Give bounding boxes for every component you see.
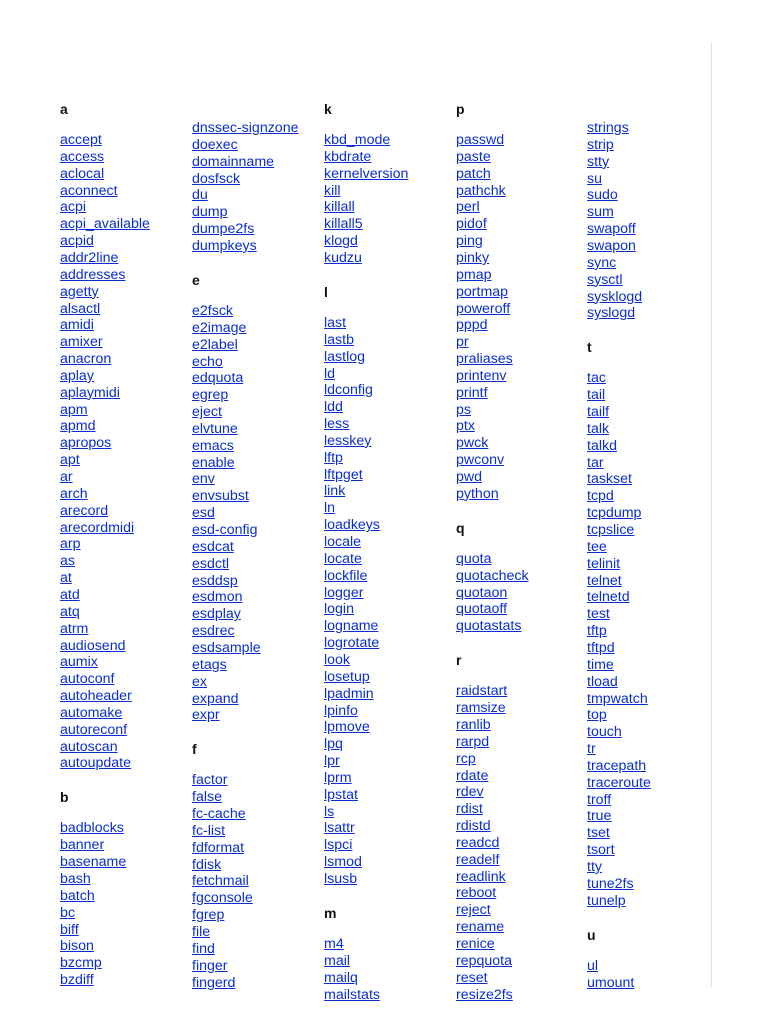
- command-link-finger[interactable]: finger: [192, 957, 228, 974]
- command-link-patch[interactable]: patch: [456, 165, 491, 182]
- section-heading-f: f: [192, 741, 197, 758]
- command-link-esdsample[interactable]: esdsample: [192, 639, 261, 656]
- command-link-telinit[interactable]: telinit: [587, 555, 621, 572]
- command-link-top[interactable]: top: [587, 707, 607, 724]
- command-link-tunelp[interactable]: tunelp: [587, 892, 626, 909]
- command-link-tail[interactable]: tail: [587, 387, 606, 404]
- command-link-e2label[interactable]: e2label: [192, 336, 238, 353]
- command-link-ranlib[interactable]: ranlib: [456, 716, 491, 733]
- command-link-aumix[interactable]: aumix: [60, 654, 98, 671]
- command-link-lesskey[interactable]: lesskey: [324, 432, 372, 449]
- command-link-quotaoff[interactable]: quotaoff: [456, 601, 508, 618]
- command-link-readcd[interactable]: readcd: [456, 834, 500, 851]
- command-link-dosfsck[interactable]: dosfsck: [192, 170, 241, 187]
- command-link-tcpd[interactable]: tcpd: [587, 488, 614, 505]
- command-link-ln[interactable]: ln: [324, 500, 336, 517]
- command-link-as[interactable]: as: [60, 553, 75, 570]
- command-link-dnssec-signzone[interactable]: dnssec-signzone: [192, 120, 299, 136]
- command-link-link[interactable]: link: [324, 483, 346, 500]
- command-link-tftp[interactable]: tftp: [587, 623, 607, 640]
- command-link-esd-config[interactable]: esd-config: [192, 522, 258, 538]
- command-link-lpstat[interactable]: lpstat: [324, 786, 358, 803]
- command-link-mail[interactable]: mail: [324, 952, 351, 969]
- command-link-sysklogd[interactable]: sysklogd: [587, 288, 643, 305]
- command-link-acpi[interactable]: acpi: [60, 199, 87, 216]
- command-link-ramsize[interactable]: ramsize: [456, 700, 506, 717]
- command-link-autoreconf[interactable]: autoreconf: [60, 721, 128, 738]
- command-link-rcp[interactable]: rcp: [456, 750, 476, 767]
- command-link-alsactl[interactable]: alsactl: [60, 300, 101, 317]
- command-link-banner[interactable]: banner: [60, 837, 105, 854]
- command-link-pinky[interactable]: pinky: [456, 249, 490, 266]
- command-link-dumpkeys[interactable]: dumpkeys: [192, 237, 257, 254]
- command-link-logname[interactable]: logname: [324, 618, 379, 635]
- command-link-batch[interactable]: batch: [60, 887, 95, 904]
- command-link-esdcat[interactable]: esdcat: [192, 538, 234, 555]
- command-link-ar[interactable]: ar: [60, 469, 73, 485]
- command-link-lspci[interactable]: lspci: [324, 837, 353, 854]
- command-link-pr[interactable]: pr: [456, 334, 469, 351]
- command-link-e2image[interactable]: e2image: [192, 319, 247, 336]
- command-link-ping[interactable]: ping: [456, 233, 483, 250]
- command-link-biff[interactable]: biff: [60, 921, 79, 938]
- command-link-lpr[interactable]: lpr: [324, 753, 340, 770]
- command-link-kbdrate[interactable]: kbdrate: [324, 148, 372, 165]
- command-link-autoscan[interactable]: autoscan: [60, 738, 118, 755]
- command-link-swapoff[interactable]: swapoff: [587, 221, 636, 238]
- command-link-sync[interactable]: sync: [587, 254, 617, 271]
- command-link-aplay[interactable]: aplay: [60, 367, 94, 384]
- command-link-pwd[interactable]: pwd: [456, 469, 483, 485]
- section-heading-r: r: [456, 652, 462, 669]
- command-link-logger[interactable]: logger: [324, 584, 364, 601]
- command-link-ls[interactable]: ls: [324, 803, 335, 820]
- command-link-expr[interactable]: expr: [192, 707, 220, 724]
- command-link-reboot[interactable]: reboot: [456, 885, 497, 902]
- command-link-factor[interactable]: factor: [192, 772, 228, 789]
- command-link-aclocal[interactable]: aclocal: [60, 165, 105, 182]
- command-link-passwd[interactable]: passwd: [456, 132, 505, 148]
- command-link-lsusb[interactable]: lsusb: [324, 871, 358, 887]
- command-link-access[interactable]: access: [60, 148, 105, 165]
- command-link-kbd_mode[interactable]: kbd_mode: [324, 132, 391, 148]
- command-link-emacs[interactable]: emacs: [192, 437, 234, 454]
- command-link-true[interactable]: true: [587, 808, 612, 825]
- command-link-pidof[interactable]: pidof: [456, 216, 487, 233]
- command-link-lpinfo[interactable]: lpinfo: [324, 702, 358, 719]
- command-link-pwck[interactable]: pwck: [456, 435, 489, 452]
- command-link-audiosend[interactable]: audiosend: [60, 637, 126, 654]
- command-link-false[interactable]: false: [192, 789, 222, 806]
- command-link-accept[interactable]: accept: [60, 132, 102, 148]
- command-link-lprm[interactable]: lprm: [324, 769, 352, 786]
- command-link-esdrec[interactable]: esdrec: [192, 623, 235, 640]
- command-link-badblocks[interactable]: badblocks: [60, 820, 124, 837]
- command-link-printenv[interactable]: printenv: [456, 367, 507, 384]
- section-heading-p: p: [456, 101, 465, 117]
- command-link-sysctl[interactable]: sysctl: [587, 271, 623, 288]
- command-link-tar[interactable]: tar: [587, 454, 604, 471]
- command-link-klogd[interactable]: klogd: [324, 233, 358, 250]
- command-link-arecordmidi[interactable]: arecordmidi: [60, 519, 135, 536]
- command-link-talkd[interactable]: talkd: [587, 437, 617, 454]
- command-link-tftpd[interactable]: tftpd: [587, 639, 615, 656]
- section-heading-e: e: [192, 271, 200, 288]
- section-heading-t: t: [587, 339, 592, 356]
- command-link-pathchk[interactable]: pathchk: [456, 182, 506, 199]
- section-heading-m: m: [324, 905, 337, 921]
- command-link-bzdiff[interactable]: bzdiff: [60, 972, 94, 989]
- command-link-tailf[interactable]: tailf: [587, 404, 610, 421]
- command-link-dumpe2fs[interactable]: dumpe2fs: [192, 221, 255, 238]
- command-link-etags[interactable]: etags: [192, 656, 227, 673]
- command-link-atd[interactable]: atd: [60, 586, 80, 603]
- command-link-talk[interactable]: talk: [587, 420, 610, 437]
- command-link-readlink[interactable]: readlink: [456, 868, 506, 885]
- command-link-lftp[interactable]: lftp: [324, 449, 343, 466]
- command-link-readelf[interactable]: readelf: [456, 851, 500, 868]
- command-link-domainname[interactable]: domainname: [192, 153, 275, 170]
- command-link-mailstats[interactable]: mailstats: [324, 986, 380, 1003]
- command-link-pppd[interactable]: pppd: [456, 317, 488, 334]
- command-link-lsattr[interactable]: lsattr: [324, 820, 355, 837]
- command-link-killall[interactable]: killall: [324, 199, 355, 216]
- command-link-rdev[interactable]: rdev: [456, 784, 484, 801]
- command-link-at[interactable]: at: [60, 570, 72, 587]
- page-edge-divider: [711, 42, 712, 988]
- command-link-addresses[interactable]: addresses: [60, 266, 126, 283]
- command-link-reject[interactable]: reject: [456, 902, 491, 919]
- command-link-tset[interactable]: tset: [587, 825, 610, 842]
- command-link-ld[interactable]: ld: [324, 365, 336, 382]
- command-link-umount[interactable]: umount: [587, 974, 635, 991]
- command-link-time[interactable]: time: [587, 656, 614, 673]
- command-link-traceroute[interactable]: traceroute: [587, 774, 651, 791]
- command-link-rarpd[interactable]: rarpd: [456, 733, 490, 750]
- command-link-strip[interactable]: strip: [587, 136, 614, 153]
- section-heading-a: a: [60, 101, 68, 117]
- command-link-fingerd[interactable]: fingerd: [192, 974, 236, 991]
- command-link-quotastats[interactable]: quotastats: [456, 618, 522, 635]
- command-link-locate[interactable]: locate: [324, 550, 362, 567]
- section-heading-k: k: [324, 101, 332, 117]
- command-link-swapon[interactable]: swapon: [587, 237, 636, 254]
- command-link-sudo[interactable]: sudo: [587, 187, 618, 204]
- command-link-tty[interactable]: tty: [587, 859, 602, 875]
- command-link-autoheader[interactable]: autoheader: [60, 688, 132, 705]
- command-link-basename[interactable]: basename: [60, 854, 127, 871]
- command-link-amixer[interactable]: amixer: [60, 334, 103, 351]
- command-link-python[interactable]: python: [456, 485, 499, 502]
- command-link-ldd[interactable]: ldd: [324, 399, 343, 416]
- command-link-fc-list[interactable]: fc-list: [192, 822, 226, 839]
- command-link-rdate[interactable]: rdate: [456, 767, 489, 784]
- command-link-du[interactable]: du: [192, 187, 208, 204]
- command-link-fetchmail[interactable]: fetchmail: [192, 873, 249, 890]
- command-link-quota[interactable]: quota: [456, 550, 492, 567]
- command-link-autoupdate[interactable]: autoupdate: [60, 755, 132, 772]
- command-link-tsort[interactable]: tsort: [587, 842, 615, 859]
- command-link-repquota[interactable]: repquota: [456, 952, 513, 969]
- command-link-ldconfig[interactable]: ldconfig: [324, 382, 373, 399]
- command-link-tmpwatch[interactable]: tmpwatch: [587, 690, 648, 707]
- command-link-tcpdump[interactable]: tcpdump: [587, 505, 642, 522]
- command-link-paste[interactable]: paste: [456, 148, 491, 165]
- command-link-acpid[interactable]: acpid: [60, 233, 94, 250]
- command-link-less[interactable]: less: [324, 416, 350, 433]
- command-link-apropos[interactable]: apropos: [60, 435, 112, 452]
- command-link-automake[interactable]: automake: [60, 704, 123, 721]
- command-link-bzcmp[interactable]: bzcmp: [60, 955, 102, 972]
- command-link-losetup[interactable]: losetup: [324, 668, 370, 685]
- command-link-taskset[interactable]: taskset: [587, 471, 632, 488]
- command-link-ex[interactable]: ex: [192, 673, 207, 690]
- command-link-pwconv[interactable]: pwconv: [456, 452, 505, 469]
- command-link-touch[interactable]: touch: [587, 724, 622, 741]
- command-link-amidi[interactable]: amidi: [60, 317, 94, 334]
- command-link-edquota[interactable]: edquota: [192, 370, 244, 387]
- command-link-bison[interactable]: bison: [60, 938, 94, 955]
- command-link-tac[interactable]: tac: [587, 370, 606, 387]
- command-link-mailq[interactable]: mailq: [324, 969, 358, 986]
- command-link-pmap[interactable]: pmap: [456, 266, 492, 283]
- command-link-sum[interactable]: sum: [587, 204, 614, 221]
- command-link-doexec[interactable]: doexec: [192, 136, 238, 153]
- command-link-aplaymidi[interactable]: aplaymidi: [60, 384, 120, 401]
- command-link-praliases[interactable]: praliases: [456, 351, 513, 368]
- command-link-printf[interactable]: printf: [456, 384, 488, 401]
- command-link-esddsp[interactable]: esddsp: [192, 572, 238, 589]
- command-link-atrm[interactable]: atrm: [60, 620, 89, 637]
- command-link-telnet[interactable]: telnet: [587, 572, 622, 589]
- command-link-tune2fs[interactable]: tune2fs: [587, 875, 634, 892]
- command-link-strings[interactable]: strings: [587, 120, 629, 136]
- command-link-lockfile[interactable]: lockfile: [324, 567, 368, 584]
- command-link-file[interactable]: file: [192, 924, 211, 940]
- section-heading-q: q: [456, 519, 465, 536]
- command-link-arp[interactable]: arp: [60, 536, 81, 553]
- command-link-logrotate[interactable]: logrotate: [324, 635, 380, 652]
- command-link-login[interactable]: login: [324, 601, 354, 618]
- command-link-fdisk[interactable]: fdisk: [192, 856, 222, 873]
- command-link-tee[interactable]: tee: [587, 538, 607, 555]
- command-link-stty[interactable]: stty: [587, 153, 610, 170]
- command-link-ul[interactable]: ul: [587, 957, 599, 974]
- command-link-look[interactable]: look: [324, 651, 351, 668]
- command-link-kernelversion[interactable]: kernelversion: [324, 165, 409, 182]
- command-link-poweroff[interactable]: poweroff: [456, 300, 511, 317]
- command-link-arecord[interactable]: arecord: [60, 502, 109, 519]
- command-link-fgconsole[interactable]: fgconsole: [192, 890, 253, 907]
- command-link-esdmon[interactable]: esdmon: [192, 589, 243, 606]
- command-link-apm[interactable]: apm: [60, 401, 88, 418]
- command-link-echo[interactable]: echo: [192, 353, 223, 370]
- command-link-anacron[interactable]: anacron: [60, 351, 112, 368]
- command-link-tload[interactable]: tload: [587, 673, 618, 690]
- command-link-tracepath[interactable]: tracepath: [587, 757, 647, 774]
- command-link-dump[interactable]: dump: [192, 204, 228, 221]
- command-link-addr2line[interactable]: addr2line: [60, 249, 119, 266]
- command-link-apmd[interactable]: apmd: [60, 418, 96, 435]
- command-link-troff[interactable]: troff: [587, 791, 612, 808]
- section-heading-b: b: [60, 789, 69, 806]
- command-link-egrep[interactable]: egrep: [192, 387, 229, 404]
- command-link-expand[interactable]: expand: [192, 690, 239, 707]
- command-link-esd[interactable]: esd: [192, 505, 215, 522]
- command-link-rdistd[interactable]: rdistd: [456, 818, 491, 835]
- command-link-find[interactable]: find: [192, 940, 215, 957]
- command-link-lpq[interactable]: lpq: [324, 736, 343, 753]
- command-link-esdctl[interactable]: esdctl: [192, 555, 230, 572]
- command-link-ptx[interactable]: ptx: [456, 418, 475, 435]
- command-link-env[interactable]: env: [192, 471, 215, 488]
- command-link-lsmod[interactable]: lsmod: [324, 854, 362, 871]
- command-link-fc-cache[interactable]: fc-cache: [192, 806, 246, 823]
- command-link-envsubst[interactable]: envsubst: [192, 488, 249, 505]
- command-link-elvtune[interactable]: elvtune: [192, 420, 238, 437]
- command-link-lpadmin[interactable]: lpadmin: [324, 685, 374, 702]
- command-link-ps[interactable]: ps: [456, 401, 471, 418]
- command-link-eject[interactable]: eject: [192, 404, 222, 421]
- command-link-enable[interactable]: enable: [192, 454, 235, 471]
- command-link-atq[interactable]: atq: [60, 603, 80, 620]
- command-link-quotaon[interactable]: quotaon: [456, 584, 508, 601]
- command-link-resize2fs[interactable]: resize2fs: [456, 986, 513, 1003]
- command-link-lpmove[interactable]: lpmove: [324, 719, 370, 736]
- command-link-e2fsck[interactable]: e2fsck: [192, 302, 234, 319]
- command-link-autoconf[interactable]: autoconf: [60, 671, 115, 688]
- command-link-bash[interactable]: bash: [60, 871, 91, 887]
- command-link-fdformat[interactable]: fdformat: [192, 839, 245, 856]
- command-link-reset[interactable]: reset: [456, 969, 488, 986]
- command-link-lastb[interactable]: lastb: [324, 331, 354, 348]
- command-link-esdplay[interactable]: esdplay: [192, 606, 241, 623]
- command-link-killall5[interactable]: killall5: [324, 216, 363, 233]
- command-link-kudzu[interactable]: kudzu: [324, 249, 362, 266]
- section-heading-l: l: [324, 283, 328, 300]
- command-link-fgrep[interactable]: fgrep: [192, 907, 225, 924]
- command-link-apt[interactable]: apt: [60, 452, 80, 469]
- command-link-acpi_available[interactable]: acpi_available: [60, 216, 150, 233]
- command-link-lftpget[interactable]: lftpget: [324, 466, 363, 483]
- command-link-test[interactable]: test: [587, 606, 610, 623]
- command-link-su[interactable]: su: [587, 170, 602, 187]
- command-link-rdist[interactable]: rdist: [456, 801, 483, 818]
- command-link-bc[interactable]: bc: [60, 904, 75, 921]
- command-link-portmap[interactable]: portmap: [456, 283, 509, 300]
- command-link-syslogd[interactable]: syslogd: [587, 305, 636, 322]
- command-link-last[interactable]: last: [324, 314, 347, 331]
- command-link-m4[interactable]: m4: [324, 936, 344, 952]
- command-link-aconnect[interactable]: aconnect: [60, 182, 118, 199]
- command-link-perl[interactable]: perl: [456, 199, 480, 216]
- command-link-quotacheck[interactable]: quotacheck: [456, 567, 529, 584]
- command-link-kill[interactable]: kill: [324, 182, 341, 199]
- command-link-lastlog[interactable]: lastlog: [324, 348, 366, 365]
- command-link-tr[interactable]: tr: [587, 741, 596, 758]
- command-link-tcpslice[interactable]: tcpslice: [587, 522, 635, 538]
- command-link-locale[interactable]: locale: [324, 534, 362, 550]
- command-link-arch[interactable]: arch: [60, 485, 88, 502]
- command-link-renice[interactable]: renice: [456, 936, 495, 952]
- command-link-raidstart[interactable]: raidstart: [456, 683, 508, 700]
- command-link-telnetd[interactable]: telnetd: [587, 589, 630, 606]
- command-link-rename[interactable]: rename: [456, 919, 505, 936]
- command-link-agetty[interactable]: agetty: [60, 283, 99, 300]
- command-link-loadkeys[interactable]: loadkeys: [324, 517, 380, 534]
- section-heading-u: u: [587, 926, 596, 943]
